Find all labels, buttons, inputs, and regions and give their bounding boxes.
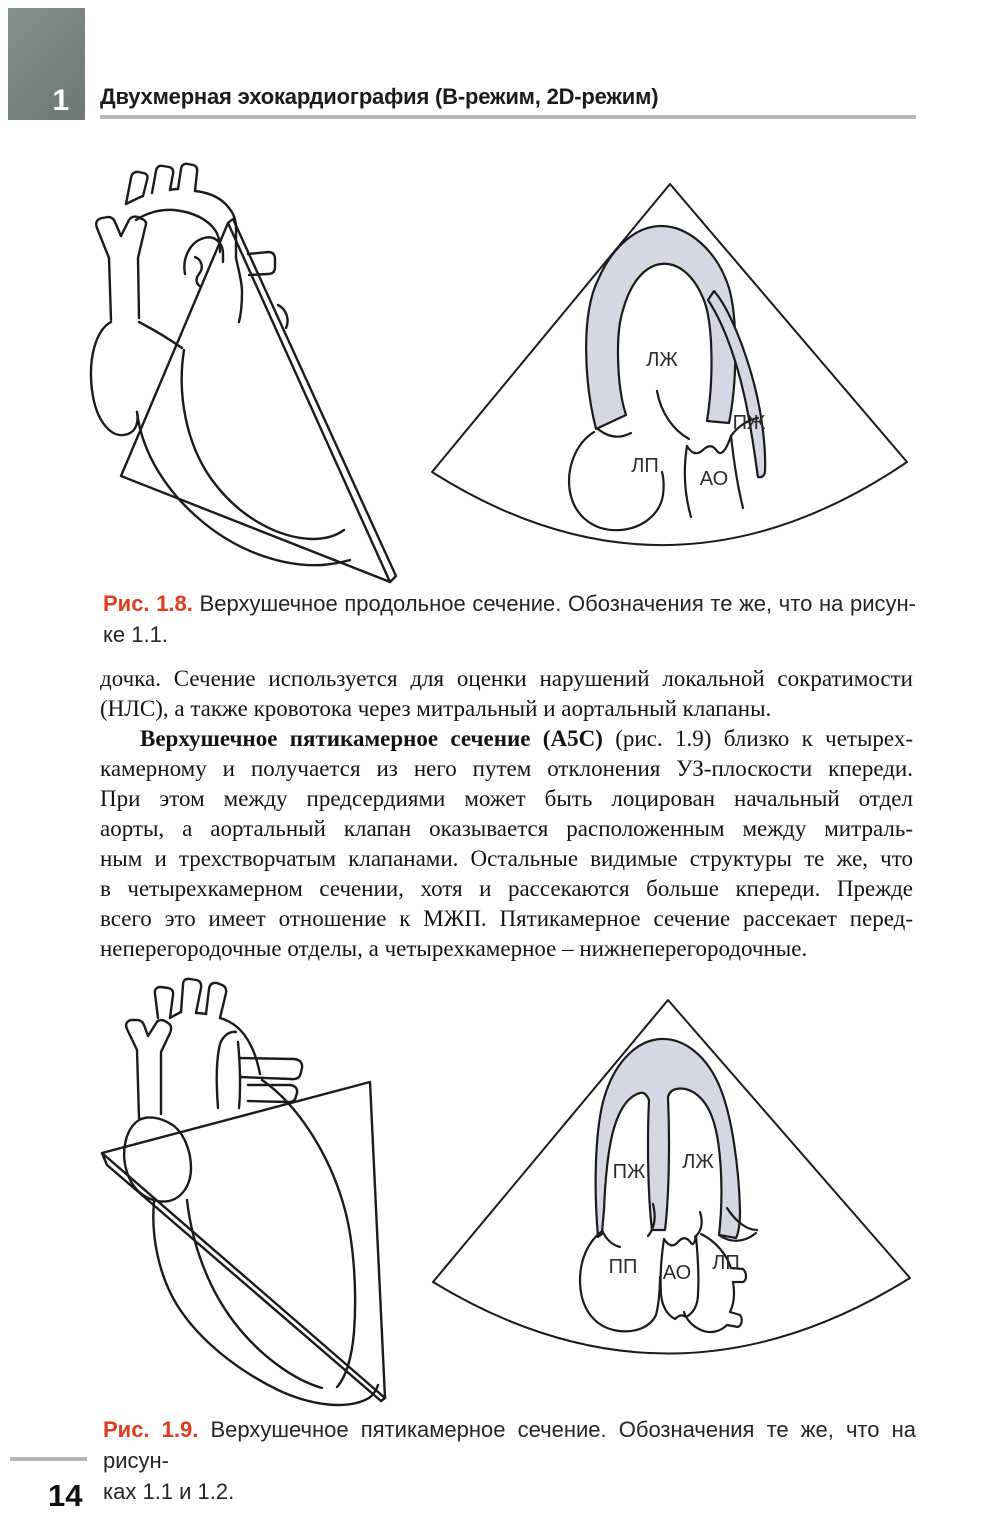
- heart-vessel-svc: [126, 1020, 171, 1118]
- figure-1-9-caption-text: Верхушечное пятикамерное сечение. Обозначения те же, что на рисун-: [103, 1417, 916, 1473]
- body-bold-phrase: Верхушечное пятикамерное сечение (А5С): [140, 726, 603, 751]
- body-text-line: неперегородочные отделы, а четырехкамерное – нижнеперегородочные.: [100, 936, 808, 961]
- label-ao: АО: [662, 1262, 692, 1284]
- figure-1-9-sector-diagram: [425, 982, 913, 1402]
- body-text-line: ным и трехстворчатым клапанами. Остальные видимые структуры те же, что: [100, 846, 913, 871]
- label-rv: ПЖ: [612, 1161, 646, 1183]
- chapter-number: 1: [52, 84, 69, 117]
- heart-vessel-rpa: [240, 1058, 302, 1079]
- mitral-leaflet: [598, 429, 631, 437]
- body-text-span: (рис. 1.9) близко к четырех-: [602, 726, 913, 751]
- label-la: ЛП: [712, 1252, 740, 1274]
- label-ao: АО: [699, 468, 729, 490]
- heart-vessel-svc: [96, 217, 146, 320]
- heart-right-atrium: [91, 322, 138, 435]
- heart-vessel-arch-stub: [178, 164, 197, 191]
- aortic-valve: [664, 1236, 696, 1245]
- page-number: 14: [48, 1478, 83, 1513]
- figure-1-9-caption-label: Рис. 1.9.: [103, 1417, 199, 1442]
- figure-1-9-caption: [103, 1414, 916, 1507]
- body-text-line: дочка. Сечение используется для оценки нарушений локальной сократимости: [100, 666, 913, 691]
- label-lv: ЛЖ: [682, 1151, 714, 1173]
- figure-1-8-caption-text-2: ке 1.1.: [103, 622, 168, 647]
- heart-vessel-ao-desc: [236, 258, 242, 322]
- body-text-line: (НЛС), а также кровотока через митральный и аортальный клапаны.: [100, 696, 772, 721]
- figure-1-8-caption-label: Рис. 1.8.: [103, 591, 193, 616]
- heart-vessel-arch: [170, 1012, 260, 1074]
- page-title: Двухмерная эхокардиография (B-режим, 2D-режим): [100, 84, 659, 109]
- chapter-tab: [8, 8, 85, 120]
- heart-outer-contour: [137, 412, 350, 565]
- scan-plane: [102, 1082, 385, 1398]
- figure-1-8-heart-plane-diagram: [82, 162, 430, 588]
- heart-vessel-arch-stub: [155, 987, 173, 1018]
- body-text-line: [100, 724, 913, 754]
- heart-vessel-arch-stub: [181, 979, 201, 1013]
- body-text-line: камерному и получается из него путем отклонения УЗ-плоскости кпереди.: [100, 756, 913, 781]
- margin-tick: [10, 1457, 87, 1461]
- label-la: ЛП: [631, 455, 659, 477]
- heart-vessel-pa: [184, 237, 223, 274]
- aorta-wall: [685, 446, 691, 517]
- aortic-valve: [687, 436, 731, 453]
- body-text-line: аорты, а аортальный клапан оказывается расположенным между митраль-: [100, 816, 913, 841]
- title-divider: [100, 115, 916, 119]
- tricuspid-leaflet: [602, 1230, 620, 1247]
- heart-ventricle-dome: [187, 1200, 322, 1388]
- figure-1-9-caption-text-2: ках 1.1 и 1.2.: [103, 1479, 235, 1504]
- figure-1-9-heart-plane-diagram: [82, 972, 440, 1408]
- heart-vessel-pa-curl: [195, 257, 202, 287]
- aorta-wall: [731, 436, 743, 508]
- heart-vessel-ao-root: [217, 1032, 236, 1108]
- scan-plane: [121, 223, 390, 582]
- heart-right-border: [262, 1080, 355, 1387]
- label-lv: ЛЖ: [646, 349, 678, 371]
- heart-edge-bump: [278, 305, 288, 328]
- myocardium-septum: [596, 1039, 740, 1238]
- body-text-line: всего это имеет отношение к МЖП. Пятикамерное сечение рассекает перед-: [100, 906, 913, 931]
- heart-vessel-arch-stub: [206, 983, 226, 1018]
- label-rv: ПЖ: [732, 412, 766, 434]
- figure-1-8-caption-text: Верхушечное продольное сечение. Обозначения те же, что на рисун-: [199, 591, 916, 616]
- figure-1-8-caption: [103, 588, 916, 650]
- figure-1-8-sector-diagram: [425, 162, 913, 582]
- left-atrium-outline: [684, 1234, 746, 1332]
- body-text: [100, 664, 913, 964]
- body-text-line: При этом между предсердиями может быть лоцирован начальный отдел: [100, 786, 913, 811]
- mitral-leaflet: [657, 391, 689, 439]
- label-ra: ПП: [608, 1256, 638, 1278]
- heart-vessel-ao-root: [238, 1042, 240, 1108]
- left-atrium-outline: [569, 432, 664, 530]
- heart-vessel-arch-inner: [136, 210, 220, 252]
- body-text-line: в четырехкамерном сечении, хотя и рассекаются больше кпереди. Прежде: [100, 876, 913, 901]
- lv-myocardium: [586, 226, 735, 429]
